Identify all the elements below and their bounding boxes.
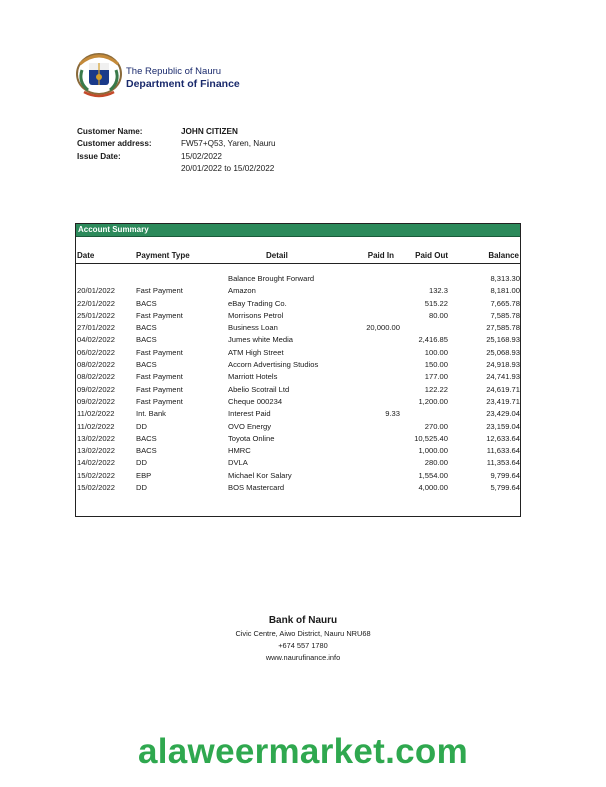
row-balance: 11,353.64 [486,458,520,468]
row-payment-type: BACS [136,360,157,370]
row-payment-type: BACS [136,446,157,456]
row-detail: Marriott Hotels [228,372,278,382]
row-date: 22/01/2022 [77,298,116,308]
table-row [76,470,520,482]
row-balance: 24,741.93 [486,372,520,382]
bank-website: www.naurufinance.info [265,653,341,662]
row-paid-out: 2,416.85 [418,335,448,345]
row-paid-out: 10,525.40 [414,433,448,443]
row-payment-type: DD [136,458,147,468]
row-date: 06/02/2022 [77,347,116,357]
customer-details [77,126,276,175]
row-detail: Accorn Advertising Studios [228,360,319,370]
row-date: 11/02/2022 [77,409,115,419]
column-header-paid-in: Paid In [367,251,394,260]
coat-of-arms-logo [74,50,124,102]
table-row [76,273,520,285]
row-date: 15/02/2022 [77,470,116,480]
row-date: 27/01/2022 [77,323,116,333]
row-paid-out: 4,000.00 [418,483,448,493]
row-balance: 23,429.04 [486,409,520,419]
account-summary-box [75,223,521,517]
row-detail: eBay Trading Co. [228,298,287,308]
row-balance: 9,799.64 [490,470,520,480]
row-balance: 23,159.04 [486,421,520,431]
row-balance: 24,918.93 [486,360,520,370]
row-detail: Abelio Scotrail Ltd [228,384,290,394]
column-header-payment-type: Payment Type [136,251,190,260]
row-payment-type: EBP [136,470,152,480]
row-detail: Cheque 000234 [228,396,283,406]
column-header-paid-out: Paid Out [415,251,448,260]
row-date: 09/02/2022 [77,396,116,406]
row-paid-out: 132.3 [428,286,448,296]
row-date: 04/02/2022 [77,335,116,345]
row-payment-type: BACS [136,298,157,308]
table-row [76,298,520,310]
row-balance: 12,633.64 [486,433,520,443]
customer-address-label: Customer address: [77,139,152,149]
row-payment-type: Fast Payment [136,396,183,406]
row-payment-type: Int. Bank [136,409,166,419]
row-balance: 25,068.93 [486,347,520,357]
column-header-detail: Detail [266,251,288,260]
table-row [76,310,520,322]
table-header [76,249,520,264]
customer-name: JOHN CITIZEN [181,127,238,136]
row-paid-out: 100.00 [424,347,448,357]
row-paid-out: 270.00 [424,421,448,431]
row-balance: 24,619.71 [486,384,520,394]
row-date: 11/02/2022 [77,421,115,431]
row-date: 20/01/2022 [77,286,116,296]
row-payment-type: Fast Payment [136,372,183,382]
row-payment-type: BACS [136,335,157,345]
transactions-table-body [76,273,520,494]
row-paid-out: 1,000.00 [418,446,448,456]
organization-title [126,66,240,90]
table-row [76,421,520,433]
row-detail: Business Loan [228,323,278,333]
row-detail: Morrisons Petrol [228,310,284,320]
issue-date: 15/02/2022 [181,151,222,161]
table-row [76,347,520,359]
row-balance: 11,633.64 [486,446,520,456]
row-payment-type: Fast Payment [136,310,183,320]
table-row [76,457,520,469]
row-balance: 8,313.30 [490,274,520,283]
column-header-balance: Balance [488,251,519,260]
row-detail: ATM High Street [228,347,284,357]
table-row [76,359,520,371]
row-balance: 5,799.64 [490,483,520,493]
table-row [76,396,520,408]
row-detail: BOS Mastercard [228,483,285,493]
table-row [76,285,520,297]
row-paid-out: 122.22 [424,384,448,394]
row-paid-in: 20,000.00 [366,323,400,333]
table-row [76,334,520,346]
department-name: Department of Finance [126,78,240,90]
issue-date-label: Issue Date: [77,151,121,161]
row-date: 14/02/2022 [77,458,116,468]
row-paid-out: 80.00 [428,310,448,320]
row-date: 13/02/2022 [77,446,116,456]
bank-address: Civic Centre, Aiwo District, Nauru NRU68 [235,629,371,638]
bank-footer [0,614,606,664]
row-balance: 23,419.71 [486,396,520,406]
table-row [76,408,520,420]
row-paid-in: 9.33 [385,409,400,419]
row-detail: Jumes white Media [228,335,293,345]
row-date: 09/02/2022 [77,384,116,394]
table-row [76,445,520,457]
row-detail: Toyota Online [228,433,275,443]
row-date: 08/02/2022 [77,372,116,382]
row-detail: Balance Brought Forward [228,274,315,283]
republic-name: The Republic of Nauru [126,66,222,77]
column-header-date: Date [77,251,95,260]
statement-period: 20/01/2022 to 15/02/2022 [181,163,275,173]
bank-name: Bank of Nauru [268,615,338,626]
watermark-text: alaweermarket.com [137,732,468,771]
row-detail: OVO Energy [228,421,272,431]
row-balance: 7,585.78 [490,310,520,320]
table-row [76,322,520,334]
row-detail: Amazon [228,286,256,296]
row-payment-type: Fast Payment [136,286,183,296]
table-row [76,482,520,494]
row-balance: 7,665.78 [490,298,520,308]
row-paid-out: 515.22 [424,298,448,308]
table-row [76,371,520,383]
row-payment-type: Fast Payment [136,384,183,394]
row-balance: 25,168.93 [486,335,520,345]
row-paid-out: 280.00 [424,458,448,468]
row-detail: Interest Paid [228,409,271,419]
bank-phone: +674 557 1780 [278,641,328,650]
customer-name-label: Customer Name: [77,127,143,136]
table-row [76,433,520,445]
row-date: 13/02/2022 [77,433,116,443]
row-date: 25/01/2022 [77,310,116,320]
row-paid-out: 177.00 [424,372,448,382]
row-detail: DVLA [228,458,248,468]
row-payment-type: Fast Payment [136,347,183,357]
row-payment-type: DD [136,421,147,431]
row-date: 15/02/2022 [77,483,116,493]
account-summary-title: Account Summary [76,224,520,237]
row-detail: Michael Kor Salary [228,470,292,480]
row-detail: HMRC [228,446,251,456]
row-balance: 27,585.78 [486,323,520,333]
row-payment-type: BACS [136,433,157,443]
table-row [76,384,520,396]
row-payment-type: BACS [136,323,157,333]
row-paid-out: 1,554.00 [418,470,448,480]
row-paid-out: 150.00 [424,360,448,370]
row-payment-type: DD [136,483,147,493]
row-paid-out: 1,200.00 [418,396,448,406]
row-balance: 8,181.00 [490,286,520,296]
customer-address: FW57+Q53, Yaren, Nauru [181,139,276,149]
row-date: 08/02/2022 [77,360,116,370]
